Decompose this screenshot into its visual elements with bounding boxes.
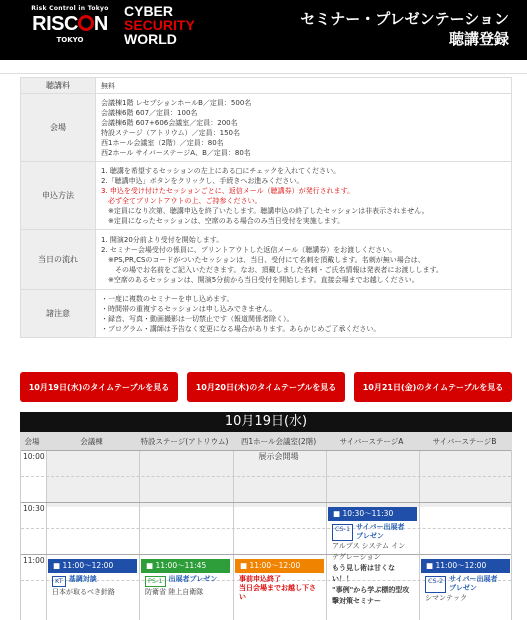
info-label: 当日の流れ [21, 230, 96, 290]
session-title: 基調対談 [68, 575, 97, 583]
session-time: ■ 11:00〜12:00 [421, 559, 510, 573]
info-line: 3. 申込を受け付けたセッションごとに、返信メール（聴講券）が発行されます。 [101, 186, 355, 195]
session-body: 撃対策セミナー [332, 597, 381, 605]
session-title: サイバー出展者 [356, 523, 405, 531]
timetable [20, 412, 512, 620]
info-label: 諸注意 [21, 290, 96, 338]
opening-notice: 展示会開場 [258, 452, 299, 461]
session-title: サイバー出展者 [449, 575, 498, 583]
info-line: 無料 [101, 81, 115, 90]
session-code-badge: KT [52, 576, 66, 587]
info-value [96, 78, 512, 94]
column-header-0: 会議棟 [80, 437, 103, 446]
info-line: 会議棟1階 レセプションホールB／定員：500名 [101, 98, 252, 107]
column-header-1: 特設ステージ(アトリウム) [140, 437, 229, 446]
grid-half-line [21, 528, 511, 529]
info-line: ・時間帯の重複するセッションは申し込みできません。 [101, 304, 277, 313]
day-buttons [20, 372, 512, 402]
info-line: その場でお名前をご記入いただきます。なお、頂戴しました名刺・ご氏名情報は発表者にお渡しします。 [101, 265, 443, 274]
session-title: 出展者プレゼン [168, 575, 218, 583]
day3-timetable-button[interactable]: 10月21日(金)のタイムテーブルを見る [354, 372, 512, 402]
info-line: 西1ホール会議室（2階）／定員：80名 [101, 138, 224, 147]
info-line: 会議棟6階 607／定員：100名 [101, 108, 198, 117]
info-line: ※定員になったセッションは、空席のある場合のみ当日受付を実施します。 [101, 216, 345, 225]
column-header-2: 西1ホール会議室(2階) [240, 437, 317, 446]
info-line: 必ず全てプリントアウトの上、ご持参ください。 [101, 196, 262, 205]
session-code-badge: PS-1 [145, 576, 166, 587]
session-body: アルプス システム イン [332, 542, 406, 550]
info-table [20, 77, 512, 338]
info-line: 特設ステージ（アトリウム）／定員：150名 [101, 128, 241, 137]
info-value [96, 94, 512, 162]
info-line: ※定員になり次第、聴講申込を終了いたします。聴講申込の終了したセッションは非表示されません。 [101, 206, 429, 215]
session-body: 日本が取るべき針路 [52, 588, 115, 596]
timetable-day-title: 10月19日(水) [20, 412, 512, 432]
grid-hour-line [21, 554, 511, 555]
session-code-badge: CS-2 [425, 576, 446, 593]
time-label: 10:00 [23, 452, 45, 461]
room-header-label: 会場 [24, 437, 40, 446]
session-time: ■ 11:00〜11:45 [141, 559, 230, 573]
grid-hour-line [21, 502, 511, 503]
session-block[interactable] [328, 507, 417, 607]
session-time: ■ 11:00〜12:00 [48, 559, 137, 573]
info-row [21, 94, 512, 162]
timetable-grid [20, 450, 512, 620]
logo-tagline: Risk Control in Tokyo [31, 5, 109, 12]
column-header-3: サイバーステージA [339, 437, 404, 446]
site-header [0, 0, 527, 60]
cyber-security-world-logo[interactable]: CYBER SECURITY WORLD [124, 3, 195, 47]
info-label: 聴講料 [21, 78, 96, 94]
divider [0, 60, 527, 74]
info-line: ※PS,PR,CSのコードがついたセッションは、当日、受付にて名刺を頂戴します。名刺が無い場合は、 [101, 255, 425, 264]
info-line: 2. セミナー会場受付の係員に、プリントアウトした返信メール（聴講券）をお渡しください。 [101, 245, 397, 254]
time-label: 10:30 [23, 504, 45, 513]
day2-timetable-button[interactable]: 10月20日(木)のタイムテーブルを見る [187, 372, 345, 402]
column-header-4: サイバーステージB [432, 437, 497, 446]
info-line: ※空席のあるセッションは、開演5分前から当日受付を開始します。直接会場までお越しください。 [101, 275, 419, 284]
session-block[interactable] [48, 559, 137, 598]
session-time: ■ 11:00〜12:00 [235, 559, 324, 573]
session-title: 事前申込終了 [239, 575, 281, 583]
day1-timetable-button[interactable]: 10月19日(水)のタイムテーブルを見る [20, 372, 178, 402]
info-line: 1. 開演20分前より受付を開始します。 [101, 235, 224, 244]
riscon-logo[interactable]: Risk Control in Tokyo RISC N TOKYO [20, 5, 120, 44]
session-block[interactable] [421, 559, 510, 604]
session-code-badge: CS-1 [332, 524, 353, 541]
info-value [96, 230, 512, 290]
timetable-column-header [20, 432, 512, 450]
page-title: セミナー・プレゼンテーション 聴講登録 [300, 10, 509, 48]
session-title: プレゼン [449, 584, 477, 592]
info-label: 申込方法 [21, 162, 96, 230]
session-title: 当日会場までお越し下さ [239, 584, 316, 592]
info-line: 会議棟6階 607+606会議室／定員：200名 [101, 118, 238, 127]
grid-hour-line [21, 450, 511, 451]
session-title: プレゼン [356, 532, 384, 540]
info-line: ・録音、写真・動画撮影は一切禁止です（報道関係者除く）。 [101, 314, 294, 323]
info-row [21, 162, 512, 230]
session-body: シマンテック [425, 594, 467, 602]
info-line: ・一度に複数のセミナーを申し込めます。 [101, 294, 234, 303]
time-label: 11:00 [23, 556, 45, 565]
session-body: い！！ [332, 575, 353, 583]
info-line: 1. 聴講を希望するセッションの左上にある□にチェックを入れてください。 [101, 166, 341, 175]
info-value [96, 162, 512, 230]
session-body: "事例"から学ぶ標的型攻 [332, 586, 410, 594]
info-line: ・プログラム・講師は予告なく変更になる場合があります。あらかじめご了承ください。 [101, 324, 381, 333]
grid-half-line [21, 476, 511, 477]
session-time: ■ 10:30〜11:30 [328, 507, 417, 521]
info-row [21, 290, 512, 338]
session-body: もう見し術は甘くな [332, 564, 395, 572]
session-block[interactable] [235, 559, 324, 602]
info-label: 会場 [21, 94, 96, 162]
session-block[interactable] [141, 559, 230, 598]
info-line: 2.「聴講申込」ボタンをクリックし、手続きへお進みください。 [101, 176, 304, 185]
info-value [96, 290, 512, 338]
info-row [21, 230, 512, 290]
info-row [21, 78, 512, 94]
session-body: テグレーション [332, 553, 381, 561]
session-body: 防衛省 陸上自衛隊 [145, 588, 204, 596]
info-line: 西2ホール サイバーステージA、B／定員：80名 [101, 148, 251, 157]
session-title: い [239, 593, 246, 601]
